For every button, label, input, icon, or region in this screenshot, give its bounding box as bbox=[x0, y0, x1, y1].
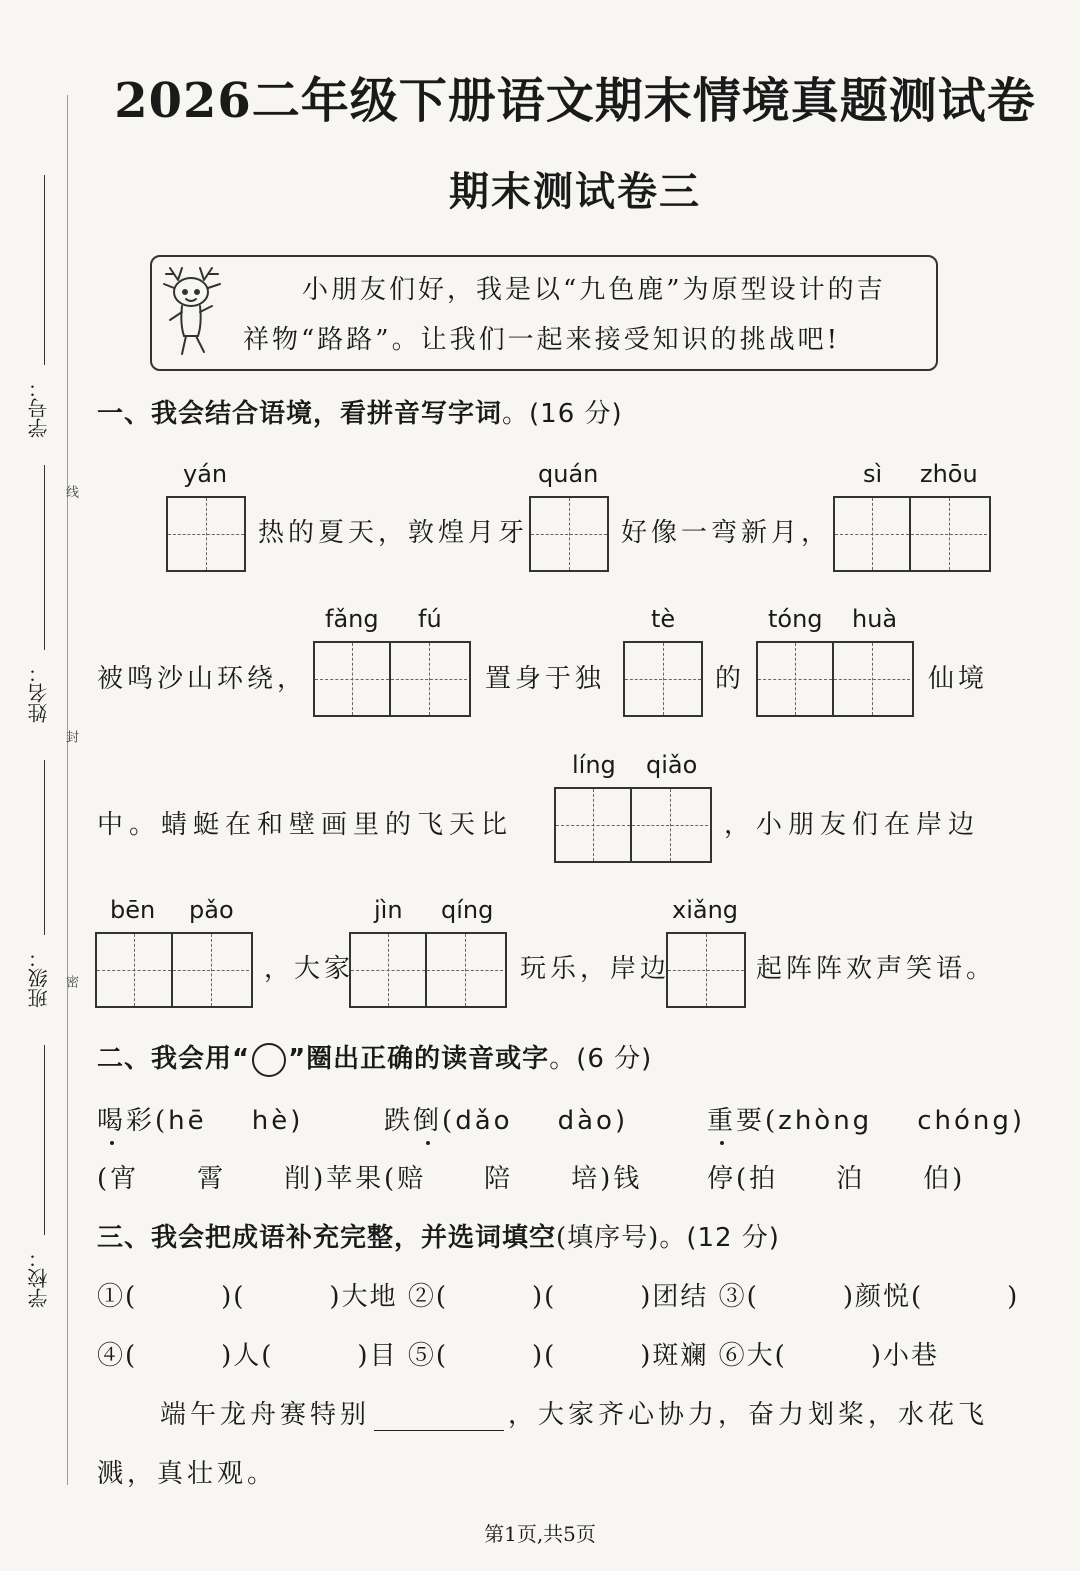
idiom-row-1[interactable]: ①( )( )大地 ②( )( )团结 ③( )颜悦( ) bbox=[97, 1282, 1020, 1312]
passage-text: 玩乐，岸边 bbox=[520, 954, 671, 984]
tianzige-box[interactable] bbox=[554, 787, 712, 863]
tianzige-box[interactable] bbox=[95, 932, 253, 1008]
pinyin-ling: líng bbox=[572, 751, 616, 779]
xingming-line bbox=[44, 465, 45, 650]
character-question-4[interactable]: (宵 霄 削)苹果 bbox=[97, 1164, 385, 1194]
fill-sentence-line-1 bbox=[160, 1394, 988, 1431]
tianzige-box[interactable] bbox=[623, 641, 703, 717]
passage-text: ，大家 bbox=[264, 954, 355, 984]
pinyin-option[interactable]: chóng) bbox=[917, 1106, 1026, 1136]
pinyin-option[interactable]: dǎo bbox=[455, 1106, 513, 1136]
tianzige-box[interactable] bbox=[166, 496, 246, 572]
question-word: 跌 bbox=[384, 1106, 414, 1136]
pinyin-zhou: zhōu bbox=[920, 460, 978, 488]
pinyin-xiang: xiǎng bbox=[672, 896, 739, 924]
passage-text: 的 bbox=[715, 664, 746, 694]
banji-label: 班级： bbox=[27, 948, 51, 1008]
section-2-points: 。(6 分) bbox=[549, 1044, 653, 1074]
pronunciation-question-1 bbox=[97, 1100, 303, 1137]
xuexiao-label: 学校： bbox=[27, 1248, 51, 1308]
pinyin-pao: pǎo bbox=[189, 896, 234, 924]
xuehao-line bbox=[44, 175, 45, 365]
pinyin-qiao: qiǎo bbox=[646, 751, 698, 779]
page-title: 2026二年级下册语文期末情境真题测试卷 bbox=[114, 73, 1036, 129]
fill-sentence-b: ，大家齐心协力，奋力划桨，水花飞 bbox=[508, 1400, 989, 1430]
marked-char: 重 bbox=[707, 1100, 736, 1137]
pinyin-option[interactable]: dào) bbox=[557, 1106, 629, 1136]
passage-text: ，小朋友们在岸边 bbox=[724, 810, 981, 840]
pinyin-yan: yán bbox=[183, 460, 228, 488]
fill-sentence-line-2: 溅，真壮观。 bbox=[97, 1459, 278, 1489]
tianzige-box[interactable] bbox=[666, 932, 746, 1008]
passage-text: 被鸣沙山环绕， bbox=[97, 664, 308, 694]
section-2-heading bbox=[97, 1038, 652, 1077]
pinyin-te: tè bbox=[651, 605, 676, 633]
passage-text: 好像一弯新月， bbox=[621, 518, 832, 548]
seal-mark-xian: 线 bbox=[63, 485, 78, 498]
passage-text: 仙境 bbox=[928, 664, 989, 694]
page-subtitle: 期末测试卷三 bbox=[449, 168, 701, 215]
passage-text: 中。蜻蜓在和壁画里的飞天比 bbox=[97, 810, 514, 840]
answer-blank[interactable] bbox=[374, 1406, 504, 1431]
tianzige-box[interactable] bbox=[349, 932, 507, 1008]
section-3-heading bbox=[97, 1217, 780, 1254]
pinyin-hua: huà bbox=[852, 605, 898, 633]
pinyin-qing: qíng bbox=[441, 896, 494, 924]
deer-mascot-icon bbox=[160, 262, 230, 360]
intro-line-1: 小朋友们好，我是以“九色鹿”为原型设计的吉 bbox=[302, 275, 886, 305]
binding-margin-line bbox=[67, 95, 68, 1485]
passage-text: 热的夏天，敦煌月牙 bbox=[258, 518, 529, 548]
pinyin-jin: jìn bbox=[374, 896, 403, 924]
question-word: 彩( bbox=[126, 1106, 169, 1136]
tianzige-box[interactable] bbox=[313, 641, 471, 717]
seal-mark-feng: 封 bbox=[63, 730, 78, 743]
tianzige-box[interactable] bbox=[756, 641, 914, 717]
fill-sentence-a: 端午龙舟赛特别 bbox=[160, 1400, 371, 1430]
pinyin-tong: tóng bbox=[768, 605, 823, 633]
pinyin-fang: fǎng bbox=[325, 605, 379, 633]
pinyin-si: sì bbox=[863, 460, 883, 488]
pronunciation-question-2 bbox=[384, 1100, 628, 1137]
xuehao-label: 学号： bbox=[27, 378, 51, 438]
marked-char: 倒 bbox=[413, 1100, 442, 1137]
pinyin-quan: quán bbox=[538, 460, 599, 488]
pinyin-option[interactable]: zhòng bbox=[778, 1106, 873, 1136]
idiom-row-2[interactable]: ④( )人( )目 ⑤( )( )斑斓 ⑥大( )小巷 bbox=[97, 1341, 939, 1371]
intro-line-2: 祥物“路路”。让我们一起来接受知识的挑战吧! bbox=[243, 325, 841, 355]
pronunciation-question-3 bbox=[707, 1100, 1025, 1137]
xingming-label: 姓名： bbox=[27, 663, 51, 723]
tianzige-box[interactable] bbox=[833, 496, 991, 572]
passage-text: 起阵阵欢声笑语。 bbox=[756, 954, 997, 984]
pinyin-option[interactable]: hè) bbox=[251, 1106, 304, 1136]
section-2-title-b: ”圈出正确的读音或字 bbox=[288, 1044, 550, 1074]
section-3-note: (填序号) bbox=[556, 1223, 660, 1253]
seal-mark-mi: 密 bbox=[63, 975, 78, 988]
question-word: ( bbox=[442, 1106, 456, 1136]
question-word: 要( bbox=[736, 1106, 779, 1136]
section-2-title-a: 二、我会用“ bbox=[97, 1044, 251, 1074]
pinyin-option[interactable]: hē bbox=[168, 1106, 207, 1136]
tianzige-box[interactable] bbox=[529, 496, 609, 572]
pinyin-ben: bēn bbox=[110, 896, 156, 924]
character-question-5[interactable]: (赔 陪 培)钱 bbox=[384, 1164, 643, 1194]
circle-icon bbox=[252, 1043, 286, 1077]
character-question-6[interactable]: 停(拍 泊 伯) bbox=[707, 1164, 966, 1194]
marked-char: 喝 bbox=[97, 1100, 126, 1137]
section-3-title: 三、我会把成语补充完整，并选词填空 bbox=[97, 1223, 557, 1253]
page-number: 第1页,共5页 bbox=[484, 1522, 596, 1546]
section-1-title: 一、我会结合语境，看拼音写字词 bbox=[97, 399, 503, 429]
section-1-heading bbox=[97, 393, 623, 430]
section-1-points: 。(16 分) bbox=[502, 399, 623, 429]
passage-text: 置身于独 bbox=[485, 664, 606, 694]
banji-line bbox=[44, 760, 45, 935]
pinyin-fu: fú bbox=[418, 605, 442, 633]
section-3-points: 。(12 分) bbox=[659, 1223, 780, 1253]
xuexiao-line bbox=[44, 1045, 45, 1235]
